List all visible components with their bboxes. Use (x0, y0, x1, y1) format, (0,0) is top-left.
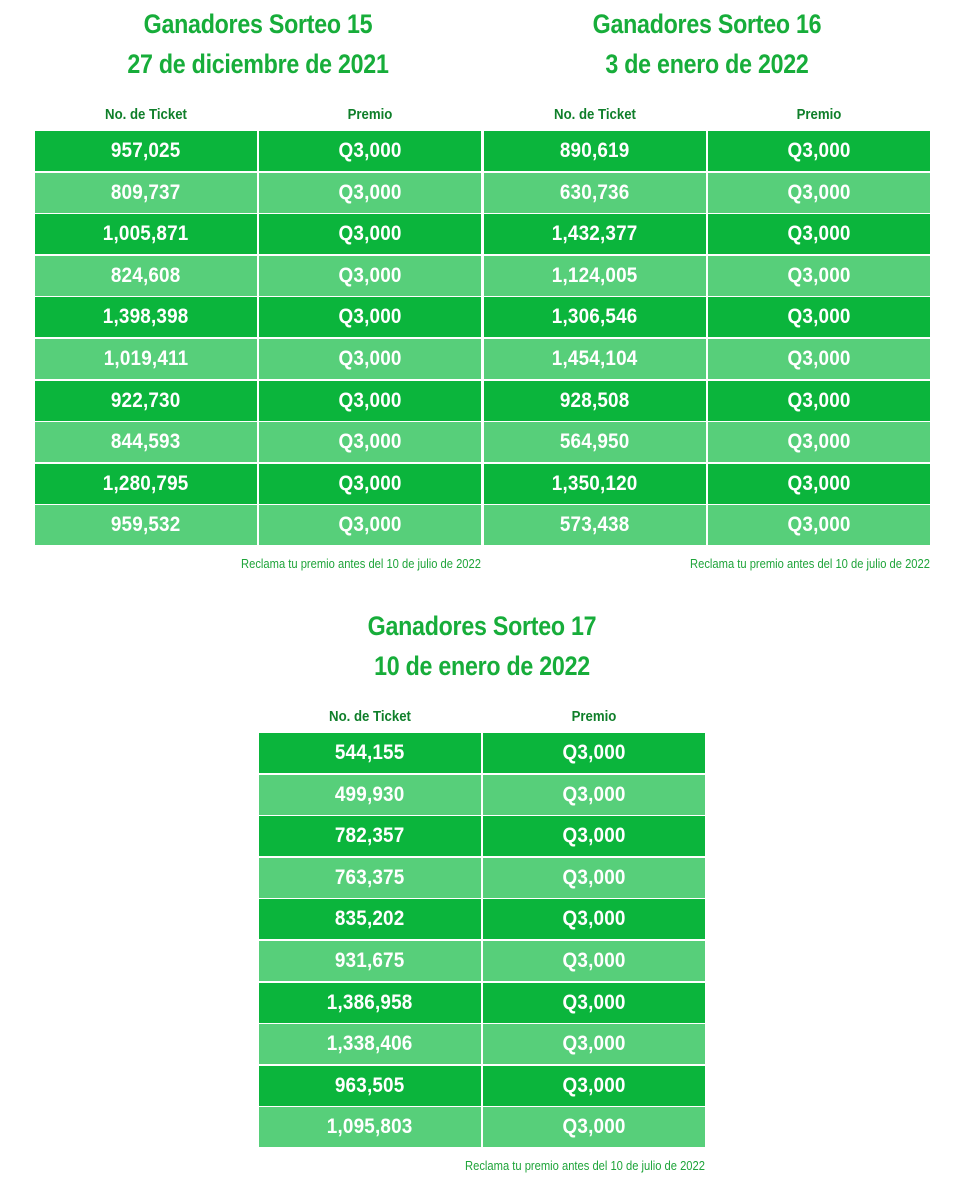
table-row (484, 297, 930, 339)
table-row (259, 775, 705, 817)
table-row (259, 733, 705, 775)
ticket-cell: 630,736 (484, 173, 706, 213)
premio-cell: Q3,000 (259, 339, 481, 379)
ticket-cell: 1,454,104 (484, 339, 706, 379)
premio-cell: Q3,000 (483, 899, 705, 939)
ticket-cell: 1,386,958 (259, 983, 481, 1023)
premio-cell: Q3,000 (708, 381, 930, 421)
table-row (484, 422, 930, 464)
premio-cell: Q3,000 (259, 173, 481, 213)
ticket-cell: 564,950 (484, 422, 706, 462)
premio-cell: Q3,000 (259, 297, 481, 337)
ticket-cell: 1,338,406 (259, 1024, 481, 1064)
premio-cell: Q3,000 (708, 339, 930, 379)
table-row (35, 381, 481, 423)
ticket-column-header: No. de Ticket (105, 106, 187, 123)
premio-cell: Q3,000 (708, 214, 930, 254)
premio-cell: Q3,000 (708, 173, 930, 213)
table-row (484, 131, 930, 173)
winners-table (259, 733, 705, 1149)
ticket-cell: 499,930 (259, 775, 481, 815)
ticket-cell: 573,438 (484, 505, 706, 545)
premio-cell: Q3,000 (708, 505, 930, 545)
table-row (35, 214, 481, 256)
premio-cell: Q3,000 (483, 816, 705, 856)
claim-deadline-note: Reclama tu premio antes del 10 de julio de 2022 (690, 556, 930, 571)
winners-table (35, 131, 481, 547)
ticket-cell: 844,593 (35, 422, 257, 462)
premio-column-header: Premio (571, 708, 617, 725)
table-header (259, 706, 705, 728)
ticket-cell: 957,025 (35, 131, 257, 171)
ticket-cell: 1,306,546 (484, 297, 706, 337)
table-header (35, 104, 481, 126)
table-row (259, 858, 705, 900)
premio-cell: Q3,000 (259, 214, 481, 254)
table-row (259, 1066, 705, 1108)
ticket-cell: 1,095,803 (259, 1107, 481, 1147)
table-row (484, 339, 930, 381)
ticket-cell: 835,202 (259, 899, 481, 939)
sorteo-title: Ganadores Sorteo 16 (592, 9, 822, 39)
premio-cell: Q3,000 (708, 256, 930, 296)
sorteo-date: 10 de enero de 2022 (374, 651, 590, 681)
ticket-cell: 1,280,795 (35, 464, 257, 504)
premio-cell: Q3,000 (259, 256, 481, 296)
ticket-cell: 763,375 (259, 858, 481, 898)
premio-column-header: Premio (347, 106, 393, 123)
premio-cell: Q3,000 (483, 983, 705, 1023)
table-row (259, 899, 705, 941)
premio-cell: Q3,000 (483, 1024, 705, 1064)
ticket-cell: 963,505 (259, 1066, 481, 1106)
premio-cell: Q3,000 (708, 422, 930, 462)
table-row (35, 422, 481, 464)
ticket-cell: 890,619 (484, 131, 706, 171)
table-row (259, 1024, 705, 1066)
ticket-cell: 782,357 (259, 816, 481, 856)
ticket-cell: 1,005,871 (35, 214, 257, 254)
premio-cell: Q3,000 (259, 422, 481, 462)
table-row (484, 173, 930, 215)
table-row (259, 1107, 705, 1149)
ticket-cell: 959,532 (35, 505, 257, 545)
table-row (259, 941, 705, 983)
premio-cell: Q3,000 (483, 941, 705, 981)
table-row (35, 256, 481, 298)
sorteo-title: Ganadores Sorteo 15 (143, 9, 373, 39)
table-row (35, 464, 481, 506)
ticket-cell: 1,432,377 (484, 214, 706, 254)
ticket-cell: 1,350,120 (484, 464, 706, 504)
sorteo-date: 3 de enero de 2022 (605, 49, 809, 79)
premio-cell: Q3,000 (483, 733, 705, 773)
premio-cell: Q3,000 (259, 131, 481, 171)
claim-deadline-note: Reclama tu premio antes del 10 de julio de 2022 (241, 556, 481, 571)
premio-cell: Q3,000 (259, 381, 481, 421)
premio-cell: Q3,000 (259, 505, 481, 545)
ticket-cell: 931,675 (259, 941, 481, 981)
ticket-cell: 928,508 (484, 381, 706, 421)
table-row (484, 505, 930, 547)
premio-cell: Q3,000 (483, 858, 705, 898)
premio-cell: Q3,000 (708, 297, 930, 337)
sorteo-date: 27 de diciembre de 2021 (127, 49, 389, 79)
table-row (259, 983, 705, 1025)
table-header (484, 104, 930, 126)
ticket-cell: 1,124,005 (484, 256, 706, 296)
claim-deadline-note: Reclama tu premio antes del 10 de julio de 2022 (465, 1158, 705, 1173)
ticket-cell: 1,398,398 (35, 297, 257, 337)
table-row (35, 131, 481, 173)
ticket-cell: 1,019,411 (35, 339, 257, 379)
premio-cell: Q3,000 (708, 464, 930, 504)
ticket-cell: 824,608 (35, 256, 257, 296)
table-row (484, 214, 930, 256)
table-row (35, 339, 481, 381)
table-row (35, 173, 481, 215)
table-row (259, 816, 705, 858)
ticket-cell: 544,155 (259, 733, 481, 773)
table-row (484, 256, 930, 298)
premio-column-header: Premio (796, 106, 842, 123)
sorteo-title: Ganadores Sorteo 17 (367, 611, 597, 641)
table-row (35, 505, 481, 547)
premio-cell: Q3,000 (708, 131, 930, 171)
winners-table (484, 131, 930, 547)
ticket-column-header: No. de Ticket (554, 106, 636, 123)
ticket-cell: 809,737 (35, 173, 257, 213)
ticket-column-header: No. de Ticket (329, 708, 411, 725)
ticket-cell: 922,730 (35, 381, 257, 421)
table-row (35, 297, 481, 339)
premio-cell: Q3,000 (483, 1107, 705, 1147)
table-row (484, 464, 930, 506)
premio-cell: Q3,000 (483, 1066, 705, 1106)
table-row (484, 381, 930, 423)
premio-cell: Q3,000 (483, 775, 705, 815)
premio-cell: Q3,000 (259, 464, 481, 504)
